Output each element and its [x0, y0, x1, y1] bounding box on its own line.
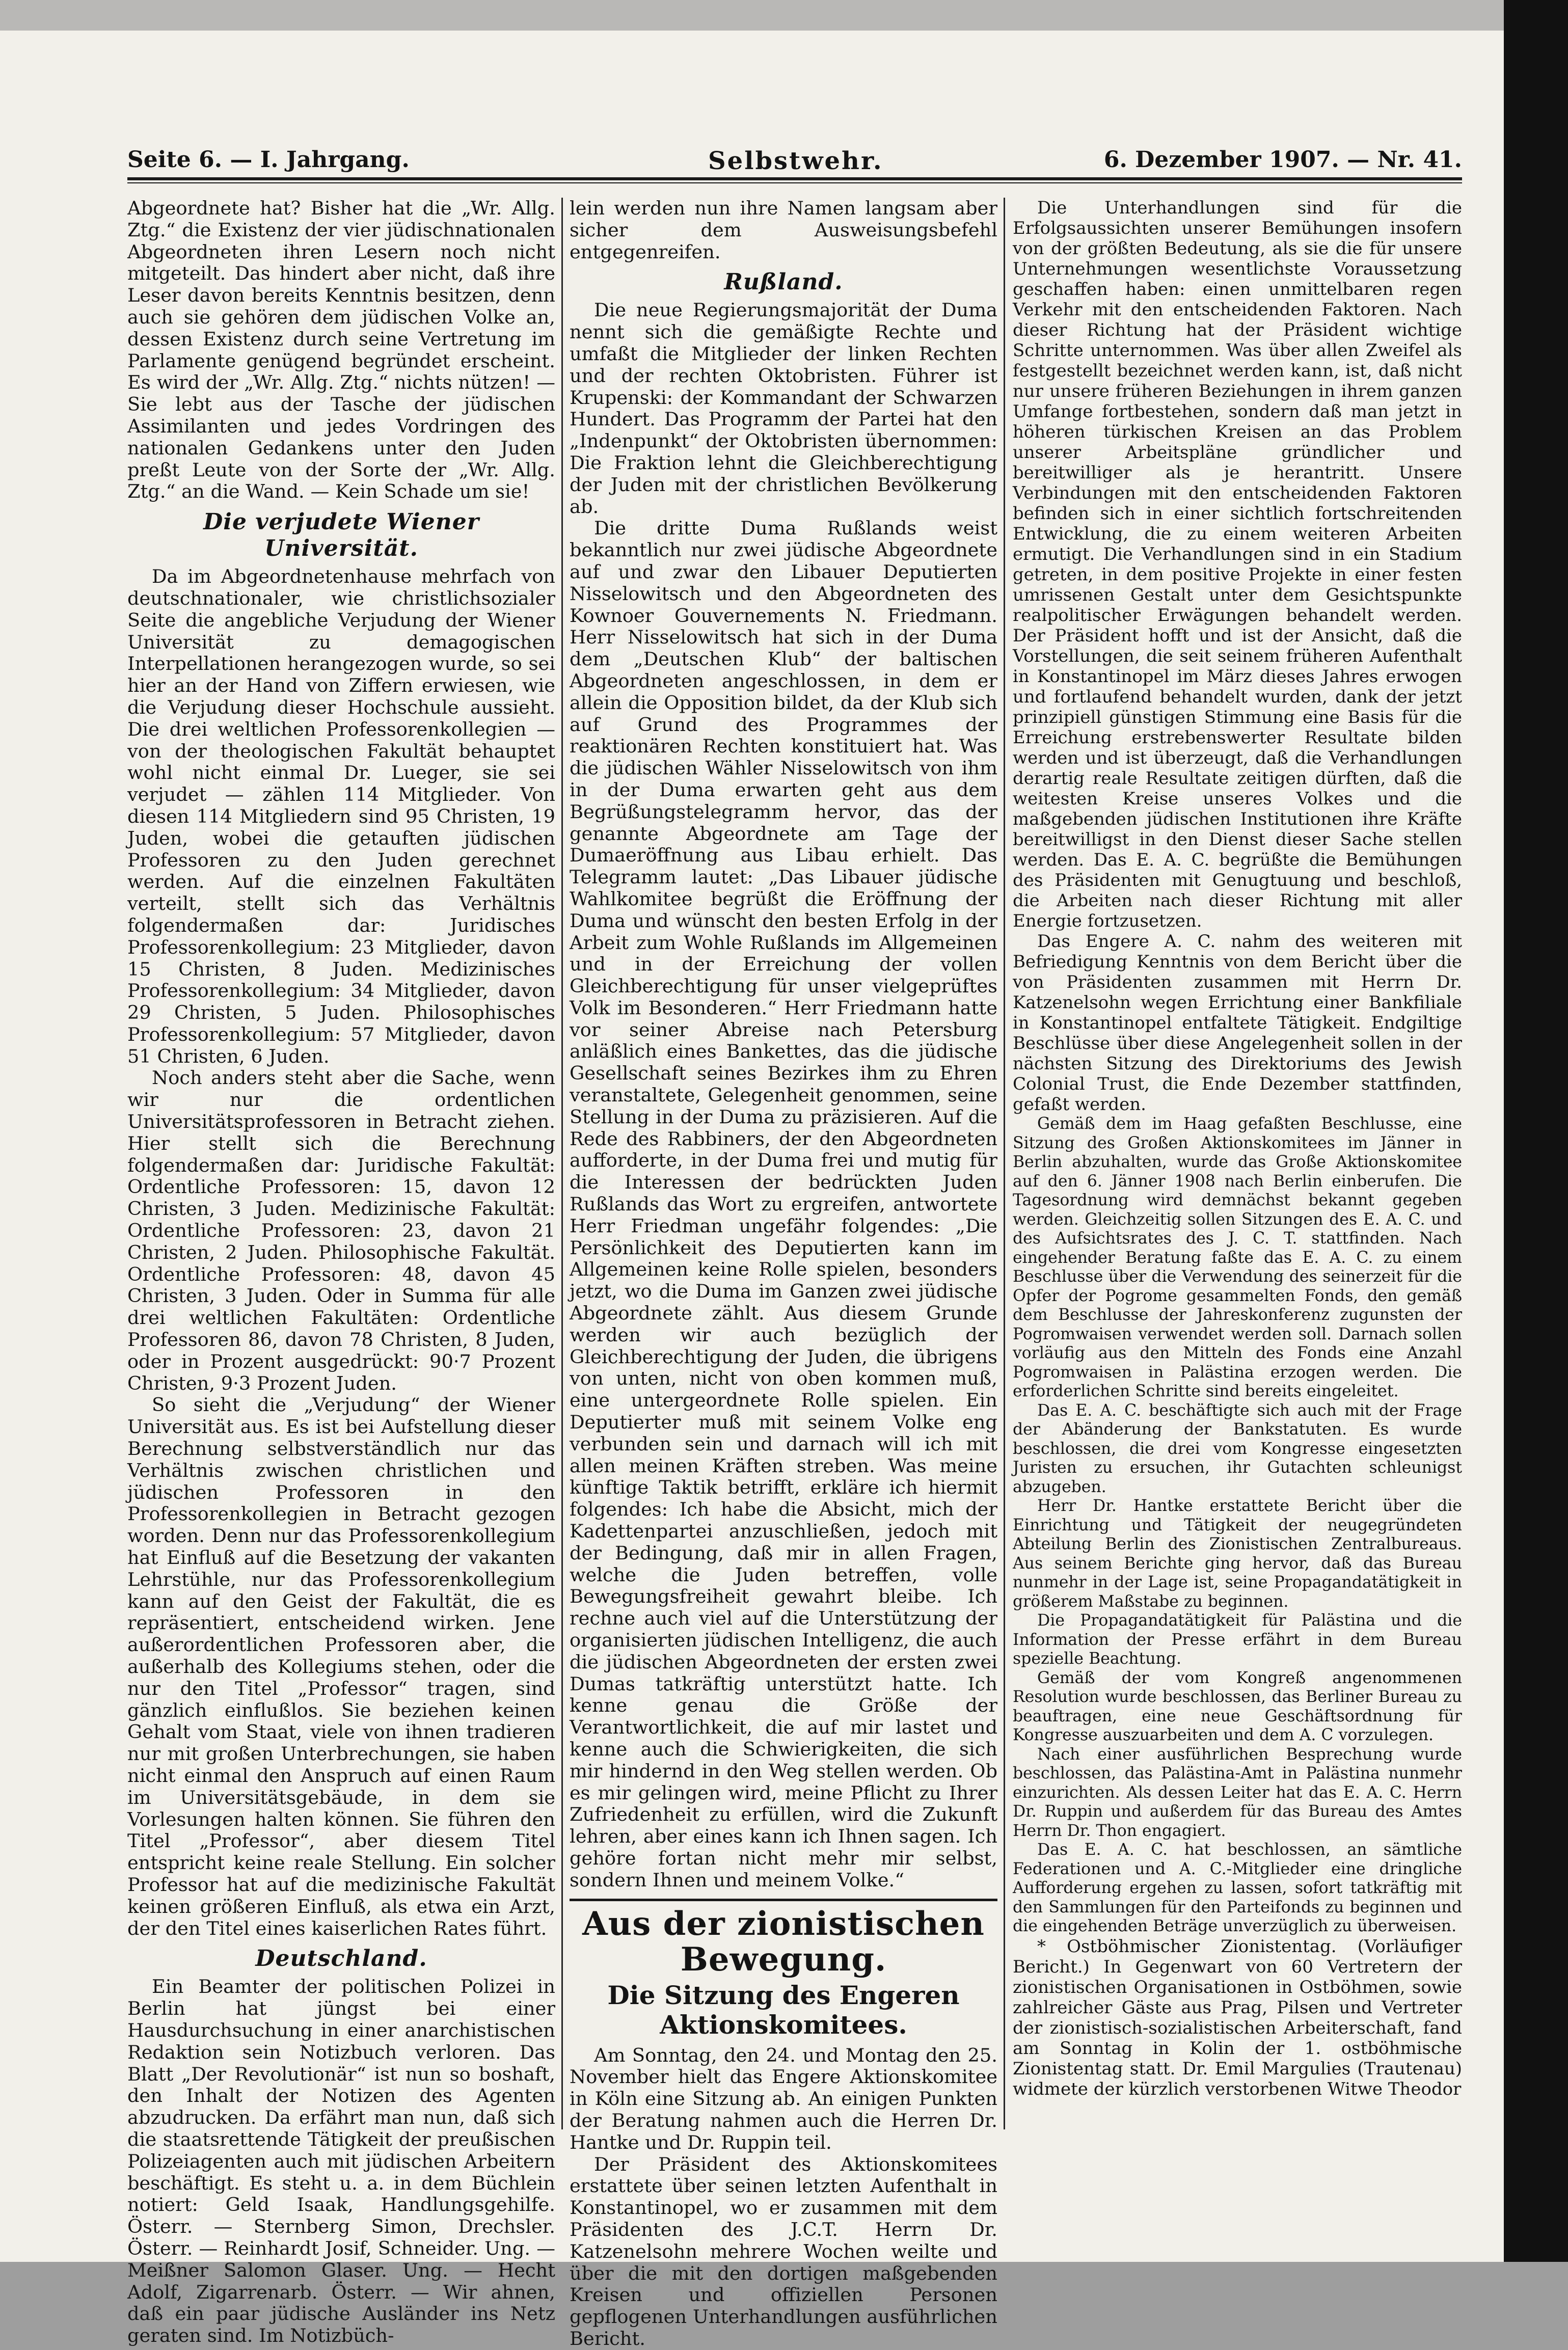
column-3: [1013, 198, 1462, 2135]
header-date-issue: 6. Dezember 1907. — Nr. 41.: [1103, 147, 1462, 173]
section-title: Aus der zionistischen Bewegung.: [582, 1904, 985, 1979]
scan-top-shadow: [0, 0, 1568, 31]
article-heading: Die verjudete Wiener Universität.: [203, 509, 479, 562]
paragraph: Die dritte Duma Rußlands weist bekanntlich nur zwei jüdische Abgeordnete auf und zwar den Libauer Deputierten Nisselowitsch und den Abgeordneten des Kownoer Gouvernements N. Friedmann. Herr Nisselowitsch hat sich in der Duma dem „Deutschen Klub“ der baltischen Abgeordneten angeschlossen, in dem er allein die Opposition bildet, da der Klub sich auf Grund des Programmes der reaktionären Rechten konstituiert hat. Was die jüdischen Wähler Nisselowitsch von ihm in der Duma erwarten geht aus dem Begrüßungstelegramm hervor, das der genannte Abgeordnete am Tage der Dumaeröffnung aus Libau erhielt. Das Telegramm lautet: „Das Libauer jüdische Wahlkomitee begrüßt die Eröffnung der Duma und wünscht den besten Erfolg in der Arbeit zum Wohle Rußlands im Allgemeinen und in der Erreichung der vollen Gleichberechtigung für unser vielgeprüftes Volk im Besonderen.“ Herr Friedmann hatte vor seiner Abreise nach Petersburg anläßlich eines Bankettes, das die jüdische Gesellschaft seines Bezirkes ihm zu Ehren veranstaltete, Gelegenheit genommen, seine Stellung in der Duma zu präzisieren. Auf die Rede des Rabbiners, der den Abgeordneten aufforderte, in der Duma frei und mutig für die Interessen der bedrückten Juden Rußlands das Wort zu ergreifen, antwortete Herr Friedman ungefähr folgendes: „Die Persönlichkeit des Deputierten kann im Allgemeinen keine Rolle spielen, besonders jetzt, wo die Duma im Ganzen zwei jüdische Abgeordnete zählt. Aus diesem Grunde werden wir auch bezüglich der Gleichberechtigung der Juden, die übrigens von unten, nicht von oben kommen muß, eine untergeordnete Rolle spielen. Ein Deputierter muß mit seinem Volke eng verbunden sein und darnach will ich mit allen meinen Kräften streben. Was meine künftige Taktik betrifft, erkläre ich hiermit folgendes: Ich habe die Absicht, mich der Kadettenpartei anzuschließen, jedoch mit der Bedingung, daß mir in allen Fragen, welche die Juden betreffen, volle Bewegungsfreiheit gewahrt bleibe. Ich rechne auch viel auf die Unterstützung der organisierten jüdischen Intelligenz, die auch die jüdischen Abgeordneten der ersten zwei Dumas tatkräftig unterstützt hatte. Ich kenne genau die Größe der Verantwortlichkeit, die auf mir lastet und kenne auch die Schwierigkeiten, die sich mir hindernd in den Weg stellen werden. Ob es mir gelingen wird, meine Pflicht zu Ihrer Zufriedenheit zu erfüllen, wird die Zukunft lehren, aber eines kann ich Ihnen sagen. Ich gehöre fortan nicht mehr mir selbst, sondern Ihnen und meinem Volke.“: [570, 517, 997, 1891]
paragraph: So sieht die „Verjudung“ der Wiener Universität aus. Es ist bei Aufstellung dieser Berechnung selbstverständlich nur das Verhältnis zwischen christlichen und jüdischen Professoren in den Professorenkollegien in Betracht gezogen worden. Denn nur das Professorenkollegium hat Einfluß auf die Besetzung der vakanten Lehrstühle, nur das Professorenkollegium kann auf den Geist der Fakultät, die es repräsentiert, entscheidend wirken. Jene außerordentlichen Professoren aber, die außerhalb des Kollegiums stehen, oder die nur den Titel „Professor“ tragen, sind gänzlich einflußlos. Sie beziehen keinen Gehalt vom Staat, viele von ihnen tradieren nur mit großen Unterbrechungen, sie haben nicht einmal den Anspruch auf einen Raum im Universitätsgebäude, in dem sie Vorlesungen halten können. Sie führen den Titel „Professor“, aber diesem Titel entspricht keine reale Stellung. Ein solcher Professor hat auf die medizinische Fakultät keinen größeren Einfluß, als etwa ein Arzt, der den Titel eines kaiserlichen Rates führt.: [127, 1394, 555, 1939]
header-page-info: Seite 6. — I. Jahrgang.: [127, 147, 410, 173]
paragraph: Gemäß der vom Kongreß angenommenen Resolution wurde beschlossen, das Berliner Bureau zu beauftragen, eine neue Geschäftsordnung für Kongresse auszuarbeiten und dem A. C vorzulegen.: [1013, 1668, 1462, 1744]
column-divider: [1004, 198, 1005, 2129]
header-rule-thin: [127, 182, 1462, 183]
paragraph: Der Präsident des Aktionskomitees erstattete über seinen letzten Aufenthalt in Konstantinopel, wo er zusammen mit dem Präsidenten des J.C.T. Herrn Dr. Katzenelsohn mehrere Wochen weilte und über die mit den dortigen maßgebenden Kreisen und offiziellen Personen gepflogenen Unterhandlungen ausführlichen Bericht.: [570, 2153, 997, 2349]
paragraph: Noch anders steht aber die Sache, wenn wir nur die ordentlichen Universitätsprofessoren in Betracht ziehen. Hier stellt sich die Berechnung folgendermaßen dar: Juridische Fakultät: Ordentliche Professoren: 15, davon 12 Christen, 3 Juden. Medizinische Fakultät: Ordentliche Professoren: 23, davon 21 Christen, 2 Juden. Philosophische Fakultät. Ordentliche Professoren: 48, davon 45 Christen, 3 Juden. Oder in Summa für alle drei weltlichen Fakultäten: Ordentliche Professoren 86, davon 78 Christen, 8 Juden, oder in Prozent ausgedrückt: 90·7 Prozent Christen, 9·3 Prozent Juden.: [127, 1067, 555, 1394]
page-header: [127, 144, 1462, 179]
scan-right-edge: [1504, 0, 1568, 2262]
zionist-section: [570, 1899, 997, 2350]
paragraph: Nach einer ausführlichen Besprechung wurde beschlossen, das Palästina-Amt in Palästina nunmehr einzurichten. Als dessen Leiter hat das E. A. C. Herrn Dr. Ruppin und außerdem für das Bureau des Amtes Herrn Dr. Thon engagiert.: [1013, 1745, 1462, 1840]
header-rule: [127, 177, 1462, 180]
header-masthead: Selbstwehr.: [708, 147, 883, 175]
paragraph: Herr Dr. Hantke erstattete Bericht über die Einrichtung und Tätigkeit der neugegründeten Abteilung Berlin des Zionistischen Zentralbureaus. Aus seinem Berichte ging hervor, daß das Bureau nunmehr in der Lage ist, seine Propagandatätigkeit in größerem Maßstabe zu beginnen.: [1013, 1497, 1462, 1611]
section-subtitle: Die Sitzung des Engeren Aktionskomitees.: [607, 1980, 960, 2040]
paragraph: lein werden nun ihre Namen langsam aber sicher dem Ausweisungsbefehl entgegenreifen.: [570, 197, 997, 263]
paragraph: Ein Beamter der politischen Polizei in Berlin hat jüngst bei einer Hausdurchsuchung in einer anarchistischen Redaktion sein Notizbuch verloren. Das Blatt „Der Revolutionär“ ist nun so boshaft, den Inhalt der Notizen des Agenten abzudrucken. Da erfährt man nun, daß sich die staatsrettende Tätigkeit der preußischen Polizeiagenten auch mit jüdischen Arbeitern beschäftigt. Es steht u. a. in dem Büchlein notiert: Geld Isaak, Handlungsgehilfe. Österr. — Sternberg Simon, Drechsler. Österr. — Reinhardt Josif, Schneider. Ung. — Meißner Salomon Glaser. Ung. — Hecht Adolf, Zigarrenarb. Österr. — Wir ahnen, daß ein paar jüdische Ausländer ins Netz geraten sind. Im Notizbüch-: [127, 1976, 555, 2347]
paragraph: Die neue Regierungsmajorität der Duma nennt sich die gemäßigte Rechte und umfaßt die Mitglieder der linken Rechten und der rechten Oktobristen. Führer ist Krupenski: der Kommandant der Schwarzen Hundert. Das Programm der Partei hat den „Indenpunkt“ der Oktobristen übernommen: Die Fraktion lehnt die Gleichberechtigung der Juden mit der christlichen Bevölkerung ab.: [570, 299, 997, 518]
article-heading: Rußland.: [724, 269, 843, 295]
column-2: [570, 197, 997, 2349]
paragraph: Gemäß dem im Haag gefaßten Beschlusse, eine Sitzung des Großen Aktionskomitees im Jänner in Berlin abzuhalten, wurde das Große Aktionskomitee auf den 6. Jänner 1908 nach Berlin einberufen. Die Tagesordnung wird demnächst bekannt gegeben werden. Gleichzeitig sollen Sitzungen des E. A. C. und des Aufsichtsrates des J. C. T. stattfinden. Nach eingehender Beratung faßte das E. A. C. zu einem Beschlusse über die Verwendung des seinerzeit für die Opfer der Pogrome gesammelten Fonds, den gemäß dem Beschlusse der Jahreskonferenz zugunsten der Pogromwaisen verwendet werden soll. Darnach sollen vorläufig aus den Mitteln des Fonds eine Anzahl Pogromwaisen in Palästina erzogen werden. Die erforderlichen Schritte sind bereits eingeleitet.: [1013, 1115, 1462, 1400]
paragraph: Die Propagandatätigkeit für Palästina und die Information der Presse erfährt in dem Bureau spezielle Beachtung.: [1013, 1611, 1462, 1668]
paragraph: Das E. A. C. beschäftigte sich auch mit der Frage der Abänderung der Bankstatuten. Es wurde beschlossen, die drei vom Kongresse eingesetzten Juristen zu ersuchen, ihr Gutachten schleunigst abzugeben.: [1013, 1401, 1462, 1496]
paragraph: Am Sonntag, den 24. und Montag den 25. November hielt das Engere Aktionskomitee in Köln eine Sitzung ab. An einigen Punkten der Beratung nahmen auch die Herren Dr. Hantke und Dr. Ruppin teil.: [570, 2044, 997, 2153]
paragraph: * Ostböhmischer Zionistentag. (Vorläufiger Bericht.) In Gegenwart von 60 Vertretern der zionistischen Organisationen in Ostböhmen, sowie zahlreicher Gäste aus Prag, Pilsen und Vertreter der zionistisch-sozialistischen Arbeiterschaft, fand am Sonntag in Kolin der 1. ostböhmische Zionistentag statt. Dr. Emil Margulies (Trautenau) widmete der kürzlich verstorbenen Witwe Theodor: [1013, 1936, 1462, 2099]
paragraph: Da im Abgeordnetenhause mehrfach von deutschnationaler, wie christlichsozialer Seite die angebliche Verjudung der Wiener Universität zu demagogischen Interpellationen herangezogen wurde, so sei hier an der Hand von Ziffern erwiesen, wie die Verjudung dieser Hochschule aussieht. Die drei weltlichen Professorenkollegien — von der theologischen Fakultät behauptet wohl nicht einmal Dr. Lueger, sie sei verjudet — zählen 114 Mitglieder. Von diesen 114 Mitgliedern sind 95 Christen, 19 Juden, wobei die getauften jüdischen Professoren zu den Juden gerechnet werden. Auf die einzelnen Fakultäten verteilt, stellt sich das Verhältnis folgendermaßen dar: Juridisches Professorenkollegium: 23 Mitglieder, davon 15 Christen, 8 Juden. Medizinisches Professorenkollegium: 34 Mitglieder, davon 29 Christen, 5 Juden. Philosophisches Professorenkollegium: 57 Mitglieder, davon 51 Christen, 6 Juden.: [127, 565, 555, 1067]
paragraph: Abgeordnete hat? Bisher hat die „Wr. Allg. Ztg.“ die Existenz der vier jüdischnationalen Abgeordneten ihren Lesern noch nicht mitgeteilt. Das hindert aber nicht, daß ihre Leser davon bereits Kenntnis besitzen, denn auch sie gehören dem jüdischen Volke an, dessen Existenz durch seine Vertretung im Parlamente genügend begründet erscheint. Es wird der „Wr. Allg. Ztg.“ nichts nützen! — Sie lebt aus der Tasche der jüdischen Assimilanten und jedes Vordringen des nationalen Gedankens unter den Juden preßt Leute von der Sorte der „Wr. Allg. Ztg.“ an die Wand. — Kein Schade um sie!: [127, 197, 555, 503]
column-1: [127, 197, 555, 2347]
paragraph: Das Engere A. C. nahm des weiteren mit Befriedigung Kenntnis von dem Bericht über die von Präsidenten zusammen mit Herrn Dr. Katzenelsohn wegen Errichtung einer Bankfiliale in Konstantinopel entfaltete Tätigkeit. Endgiltige Beschlüsse über diese Angelegenheit sollen in der nächsten Sitzung des Direktoriums des Jewish Colonial Trust, die Ende Dezember stattfinden, gefaßt werden.: [1013, 931, 1462, 1115]
paragraph: Die Unterhandlungen sind für die Erfolgsaussichten unserer Bemühungen insofern von der größten Bedeutung, als sie die für unsere Unternehmungen wesentlichste Voraussetzung geschaffen haben: einen unmittelbaren regen Verkehr mit den entscheidenden Faktoren. Nach dieser Richtung hat der Präsident wichtige Schritte unternommen. Was über allen Zweifel als festgestellt bezeichnet werden kann, ist, daß nicht nur unsere früheren Beziehungen in ihrem ganzen Umfange fortbestehen, sondern daß man jetzt in höheren türkischen Kreisen an das Problem unserer Arbeitspläne gründlicher und bereitwilliger als je herantritt. Unsere Verbindungen mit den entscheidenden Faktoren befinden sich in einer sichtlich fortschreitenden Entwicklung, die zu einem weiteren Arbeiten ermutigt. Die Verhandlungen sind in ein Stadium getreten, in dem positive Projekte in einer festen umrissenen Gestalt unter dem Gesichtspunkte realpolitischer Erwägungen behandelt werden. Der Präsident hofft und ist der Ansicht, daß die Vorstellungen, die seit seinem früheren Aufenthalt in Konstantinopel im März dieses Jahres erwogen und fortlaufend behandelt wurden, dank der jetzt prinzipiell günstigen Stimmung eine Basis für die Erreichung erstrebenswerter Resultate bilden werden und ist überzeugt, daß die Verhandlungen derartig reale Resultate zeitigen dürften, daß die weitesten Kreise unseres Volkes und die maßgebenden jüdischen Institutionen ihre Kräfte bereitwilligst in den Dienst dieser Sache stellen werden. Das E. A. C. begrüßte die Bemühungen des Präsidenten mit Genugtuung und beschloß, die Arbeiten nach dieser Richtung mit aller Energie fortzusetzen.: [1013, 198, 1462, 931]
column-divider: [561, 198, 563, 2129]
article-heading: Deutschland.: [255, 1946, 427, 1972]
paragraph: Das E. A. C. hat beschlossen, an sämtliche Federationen und A. C.-Mitglieder eine dringliche Aufforderung ergehen zu lassen, sofort tatkräftig mit den Sammlungen für den Parteifonds zu beginnen und die eingehenden Beträge unverzüglich zu überweisen.: [1013, 1841, 1462, 1935]
